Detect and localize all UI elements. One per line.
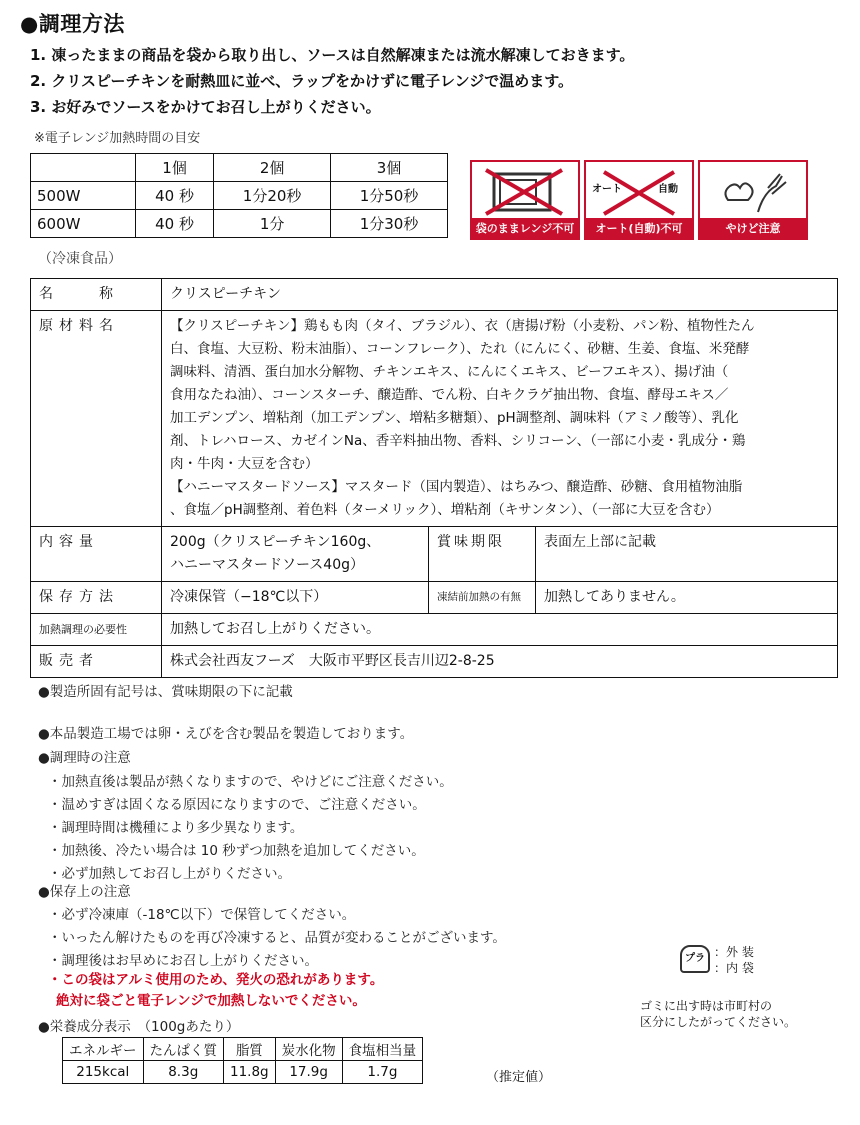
- storage-caution-item: ・いったん解けたものを再び冷凍すると、品質が変わることがございます。: [48, 930, 506, 946]
- icon-text-auto: オート: [592, 184, 622, 195]
- ingredients-line: 【ハニーマスタードソース】マスタード（国内製造）、はちみつ、醸造酢、砂糖、食用植物油脂: [170, 479, 743, 495]
- recycle-note: ゴミに出す時は市町村の: [640, 999, 773, 1013]
- cooking-caution-item: ・加熱後、冷たい場合は 10 秒ずつ加熱を追加してください。: [48, 843, 425, 859]
- table-cell: 1分50秒: [331, 182, 448, 210]
- content-label: 内容量: [31, 527, 162, 582]
- table-cell: 40 秒: [136, 210, 214, 238]
- icon-caption: 袋のままレンジ不可: [470, 218, 580, 240]
- icon-caption: やけど注意: [698, 218, 808, 240]
- cooking-method-heading: ●調理方法: [20, 12, 125, 36]
- allergen-note: ●本品製造工場では卵・えびを含む製品を製造しております。: [38, 726, 414, 742]
- table-cell: 1.7g: [342, 1061, 423, 1084]
- table-header: 1個: [136, 154, 214, 182]
- pre-freeze-heating-value: 加熱してありません。: [536, 582, 838, 614]
- ingredients-value: [162, 311, 838, 527]
- table-row: [31, 527, 838, 582]
- table-cell: 600W: [31, 210, 136, 238]
- table-cell: 1分30秒: [331, 210, 448, 238]
- table-row: [31, 210, 448, 238]
- ingredients-line: 食用なたね油）、コーンスターチ、醸造酢、でん粉、白キクラゲ抽出物、食塩、酵母エキス／: [170, 387, 729, 403]
- cooking-caution-item: ・調理時間は機種により多少異なります。: [48, 820, 304, 836]
- ingredients-line: 調味料、清酒、蛋白加水分解物、チキンエキス、にんにくエキス、ビーフエキス）、揚げ油（: [170, 364, 729, 380]
- storage-caution-item: ・必ず冷凍庫（-18℃以下）で保管してください。: [48, 907, 356, 923]
- name-label: 名 称: [31, 279, 162, 311]
- ingredients-line: 【クリスピーチキン】鶏もも肉（タイ、ブラジル）、衣（唐揚げ粉（小麦粉、パン粉、植物性たん: [170, 318, 755, 334]
- expiry-value: 表面左上部に記載: [536, 527, 838, 582]
- nutrition-title: ●栄養成分表示 （100gあたり）: [38, 1019, 240, 1035]
- cooking-caution-title: ●調理時の注意: [38, 750, 131, 766]
- table-cell: 8.3g: [143, 1061, 224, 1084]
- pre-freeze-heating-label: 凍結前加熱の有無: [429, 582, 536, 614]
- recycle-inner: ：内 袋: [714, 961, 754, 975]
- storage-caution-title: ●保存上の注意: [38, 884, 131, 900]
- table-row: [63, 1038, 423, 1061]
- table-cell: 500W: [31, 182, 136, 210]
- storage-value: 冷凍保管（−18℃以下）: [162, 582, 429, 614]
- ingredients-line: 、食塩／pH調整剤、着色料（ターメリック）、増粘剤（キサンタン）、（一部に大豆を含む）: [170, 502, 720, 518]
- content-line: ハニーマスタードソース40g）: [170, 557, 365, 573]
- table-header: 3個: [331, 154, 448, 182]
- aluminum-warning: ・この袋はアルミ使用のため、発火の恐れがあります。: [48, 972, 384, 988]
- table-row: [31, 182, 448, 210]
- burn-caution-icon: [698, 160, 808, 240]
- step-2: 2. クリスピーチキンを耐熱皿に並べ、ラップをかけずに電子レンジで温めます。: [30, 72, 574, 90]
- table-header: 脂質: [224, 1038, 276, 1061]
- step-3: 3. お好みでソースをかけてお召し上がりください。: [30, 98, 381, 116]
- plastic-recycle-icon: プラ: [680, 945, 710, 973]
- table-row: [31, 311, 838, 527]
- table-row: [31, 154, 448, 182]
- recycle-note: 区分にしたがってください。: [640, 1015, 797, 1029]
- microwave-warning: 絶対に袋ごと電子レンジで加熱しないでください。: [56, 993, 366, 1009]
- table-cell: 1分20秒: [214, 182, 331, 210]
- table-header: 2個: [214, 154, 331, 182]
- microwave-time-note: ※電子レンジ加熱時間の目安: [34, 131, 201, 146]
- storage-caution-item: ・調理後はお早めにお召し上がりください。: [48, 953, 318, 969]
- storage-label: 保存方法: [31, 582, 162, 614]
- cooking-caution-item: ・温めすぎは固くなる原因になりますので、ご注意ください。: [48, 797, 426, 813]
- table-row: [63, 1061, 423, 1084]
- ingredients-label: 原材料名: [31, 311, 162, 527]
- ingredients-line: 肉・牛肉・大豆を含む）: [170, 456, 319, 472]
- cooking-caution-item: ・必ず加熱してお召し上がりください。: [48, 866, 291, 882]
- factory-code-note: ●製造所固有記号は、賞味期限の下に記載: [38, 684, 293, 700]
- table-header: エネルギー: [63, 1038, 144, 1061]
- icon-caption: オート(自動)不可: [584, 218, 694, 240]
- table-header: [31, 154, 136, 182]
- seller-value: 株式会社西友フーズ 大阪市平野区長吉川辺2-8-25: [162, 646, 838, 678]
- ingredients-line: 剤、トレハロース、カゼインNa、香辛料抽出物、香料、シリコーン、（一部に小麦・乳成分・鶏: [170, 433, 746, 449]
- cooking-required-value: 加熱してお召し上がりください。: [162, 614, 838, 646]
- recycle-outer: ：外 装: [714, 945, 754, 959]
- caution-icons: [470, 160, 808, 240]
- table-cell: 40 秒: [136, 182, 214, 210]
- no-microwave-in-bag-icon: [470, 160, 580, 240]
- table-cell: 1分: [214, 210, 331, 238]
- table-row: [31, 279, 838, 311]
- estimate-note: （推定値）: [486, 1070, 552, 1085]
- table-row: [31, 646, 838, 678]
- table-cell: 11.8g: [224, 1061, 276, 1084]
- expiry-label: 賞味期限: [429, 527, 536, 582]
- ingredients-line: 加工デンプン、増粘剤（加工デンプン、増粘多糖類）、pH調整剤、調味料（アミノ酸等）、乳化: [170, 410, 739, 426]
- content-line: 200g（クリスピーチキン160g、: [170, 534, 381, 550]
- cooking-caution-item: ・加熱直後は製品が熱くなりますので、やけどにご注意ください。: [48, 774, 453, 790]
- table-cell: 17.9g: [275, 1061, 342, 1084]
- spec-table: [30, 278, 838, 678]
- ingredients-line: 白、食塩、大豆粉、粉末油脂）、コーンフレーク）、たれ（にんにく、砂糖、生姜、食塩、米発酵: [170, 341, 750, 357]
- table-row: [31, 582, 838, 614]
- content-value: [162, 527, 429, 582]
- no-auto-mode-icon: [584, 160, 694, 240]
- table-header: 食塩相当量: [342, 1038, 423, 1061]
- table-header: たんぱく質: [143, 1038, 224, 1061]
- seller-label: 販売者: [31, 646, 162, 678]
- table-cell: 215kcal: [63, 1061, 144, 1084]
- microwave-time-table: [30, 153, 448, 238]
- table-header: 炭水化物: [275, 1038, 342, 1061]
- frozen-food-label: （冷凍食品）: [38, 251, 122, 267]
- cooking-required-label: 加熱調理の必要性: [31, 614, 162, 646]
- table-row: [31, 614, 838, 646]
- step-1: 1. 凍ったままの商品を袋から取り出し、ソースは自然解凍または流水解凍しておきます。: [30, 46, 635, 64]
- icon-text-auto-2: 自動: [658, 184, 678, 195]
- nutrition-table: [62, 1037, 423, 1084]
- name-value: クリスピーチキン: [162, 279, 838, 311]
